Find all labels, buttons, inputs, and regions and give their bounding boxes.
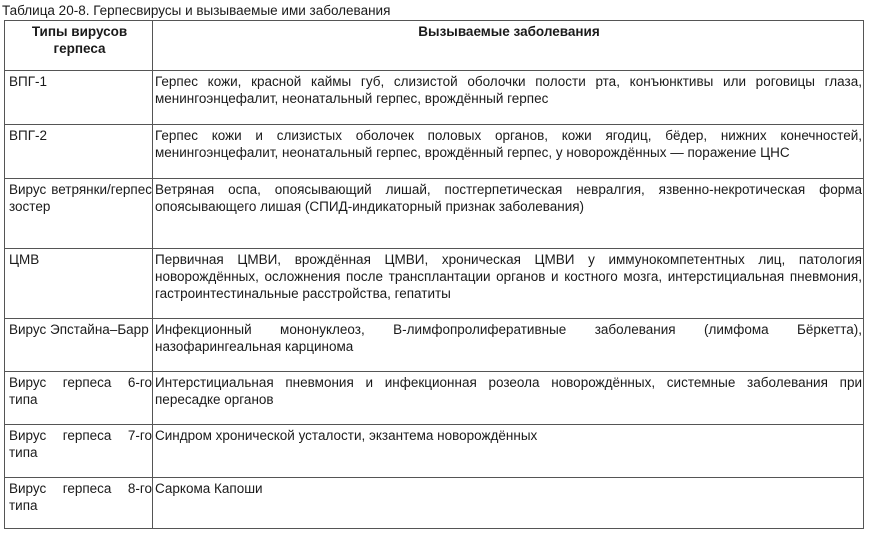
diseases-cell: Саркома Капоши bbox=[153, 478, 864, 529]
virus-type-cell: ВПГ-1 bbox=[5, 71, 153, 125]
virus-type-cell: ЦМВ bbox=[5, 249, 153, 319]
table-row bbox=[5, 425, 864, 478]
diseases-cell: Инфекционный мононуклеоз, В-лимфопролиферативные заболевания (лимфома Бёркетта), назофарингеальная карцинома bbox=[153, 319, 864, 372]
table-caption: Таблица 20-8. Герпесвирусы и вызываемые ими заболевания bbox=[2, 3, 391, 18]
diseases-cell: Ветряная оспа, опоясывающий лишай, постгерпетическая невралгия, язвенно-некротическая форма опоясывающего лишая (СПИД-индикаторный признак заболевания) bbox=[153, 179, 864, 249]
table-row bbox=[5, 71, 864, 125]
diseases-cell: Интерстициальная пневмония и инфекционная розеола новорождённых, системные заболевания при пересадке органов bbox=[153, 372, 864, 425]
virus-type-cell: Вирус герпеса 6-го типа bbox=[5, 372, 153, 425]
diseases-cell: Синдром хронической усталости, экзантема новорождённых bbox=[153, 425, 864, 478]
virus-type-cell: Вирус ветрянки/герпес зостер bbox=[5, 179, 153, 249]
diseases-cell: Герпес кожи и слизистых оболочек половых органов, кожи ягодиц, бёдер, нижних конечностей, менингоэнцефалит, неонатальный герпес, врождённый герпес, у новорождённых — поражение ЦНС bbox=[153, 125, 864, 179]
table-row bbox=[5, 249, 864, 319]
diseases-cell: Первичная ЦМВИ, врождённая ЦМВИ, хроническая ЦМВИ у иммунокомпетентных лиц, патология новорождённых, осложнения после трансплантации органов и костного мозга, интерстициальная пневмония, гастроинтестинальные расстройства, гепатиты bbox=[153, 249, 864, 319]
virus-type-cell: ВПГ-2 bbox=[5, 125, 153, 179]
header-diseases: Вызываемые заболевания bbox=[153, 21, 864, 71]
table-row bbox=[5, 372, 864, 425]
diseases-cell: Герпес кожи, красной каймы губ, слизистой оболочки полости рта, конъюнктивы или роговицы глаза, менингоэнцефалит, неонатальный герпес, врождённый герпес bbox=[153, 71, 864, 125]
virus-type-cell: Вирус герпеса 7-го типа bbox=[5, 425, 153, 478]
table-row bbox=[5, 125, 864, 179]
virus-type-cell: Вирус герпеса 8-го типа bbox=[5, 478, 153, 529]
herpes-table bbox=[4, 20, 864, 529]
header-virus-type: Типы вирусов герпеса bbox=[5, 21, 153, 71]
table-row bbox=[5, 179, 864, 249]
virus-type-cell: Вирус Эпстайна–Барр bbox=[5, 319, 153, 372]
table-row bbox=[5, 319, 864, 372]
table-header-row bbox=[5, 21, 864, 71]
table-row bbox=[5, 478, 864, 529]
